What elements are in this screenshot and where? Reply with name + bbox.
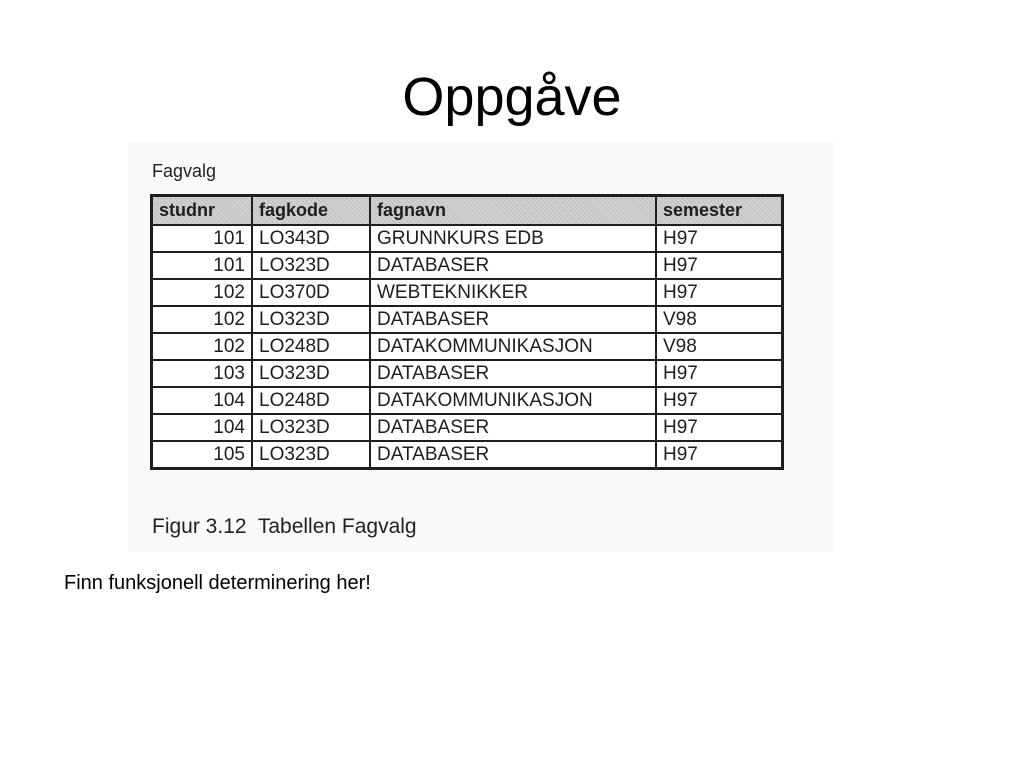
cell-fagkode: LO370D: [252, 279, 370, 306]
slide-body-text: Finn funksjonell determinering her!: [64, 572, 371, 594]
table-row: [152, 333, 783, 360]
cell-semester: H97: [656, 414, 783, 441]
table-row: [152, 414, 783, 441]
cell-semester: H97: [656, 252, 783, 279]
scan-bleed-through: [268, 146, 788, 182]
table-row: [152, 360, 783, 387]
column-header-fagnavn: fagnavn: [370, 196, 656, 226]
cell-studnr: 101: [152, 252, 253, 279]
fagvalg-table: [150, 194, 784, 470]
table-caption: Fagvalg: [152, 161, 217, 181]
cell-fagnavn: GRUNNKURS EDB: [370, 225, 656, 252]
cell-studnr: 102: [152, 333, 253, 360]
cell-studnr: 101: [152, 225, 253, 252]
cell-fagkode: LO248D: [252, 333, 370, 360]
cell-studnr: 103: [152, 360, 253, 387]
cell-fagkode: LO343D: [252, 225, 370, 252]
table-row: [152, 306, 783, 333]
cell-fagnavn: WEBTEKNIKKER: [370, 279, 656, 306]
cell-semester: H97: [656, 225, 783, 252]
table-header-row: [152, 196, 783, 226]
cell-fagnavn: DATABASER: [370, 252, 656, 279]
cell-semester: V98: [656, 333, 783, 360]
cell-fagkode: LO323D: [252, 441, 370, 469]
table-row: [152, 441, 783, 469]
cell-studnr: 104: [152, 414, 253, 441]
cell-fagnavn: DATABASER: [370, 360, 656, 387]
cell-studnr: 102: [152, 279, 253, 306]
cell-studnr: 105: [152, 441, 253, 469]
cell-semester: H97: [656, 441, 783, 469]
cell-fagnavn: DATABASER: [370, 414, 656, 441]
cell-studnr: 102: [152, 306, 253, 333]
cell-fagnavn: DATABASER: [370, 306, 656, 333]
cell-fagnavn: DATABASER: [370, 441, 656, 469]
cell-fagnavn: DATAKOMMUNIKASJON: [370, 333, 656, 360]
cell-semester: V98: [656, 306, 783, 333]
column-header-fagkode: fagkode: [252, 196, 370, 226]
cell-fagnavn: DATAKOMMUNIKASJON: [370, 387, 656, 414]
cell-fagkode: LO323D: [252, 414, 370, 441]
table-row: [152, 225, 783, 252]
cell-fagkode: LO323D: [252, 360, 370, 387]
table-row: [152, 279, 783, 306]
cell-fagkode: LO323D: [252, 252, 370, 279]
cell-semester: H97: [656, 279, 783, 306]
cell-fagkode: LO248D: [252, 387, 370, 414]
column-header-semester: semester: [656, 196, 783, 226]
cell-fagkode: LO323D: [252, 306, 370, 333]
cell-semester: H97: [656, 387, 783, 414]
column-header-studnr: studnr: [152, 196, 253, 226]
cell-semester: H97: [656, 360, 783, 387]
cell-studnr: 104: [152, 387, 253, 414]
table-row: [152, 387, 783, 414]
slide-title: Oppgåve: [402, 67, 622, 127]
table-row: [152, 252, 783, 279]
scanned-figure: [128, 142, 834, 552]
figure-caption: Figur 3.12 Tabellen Fagvalg: [152, 515, 417, 538]
